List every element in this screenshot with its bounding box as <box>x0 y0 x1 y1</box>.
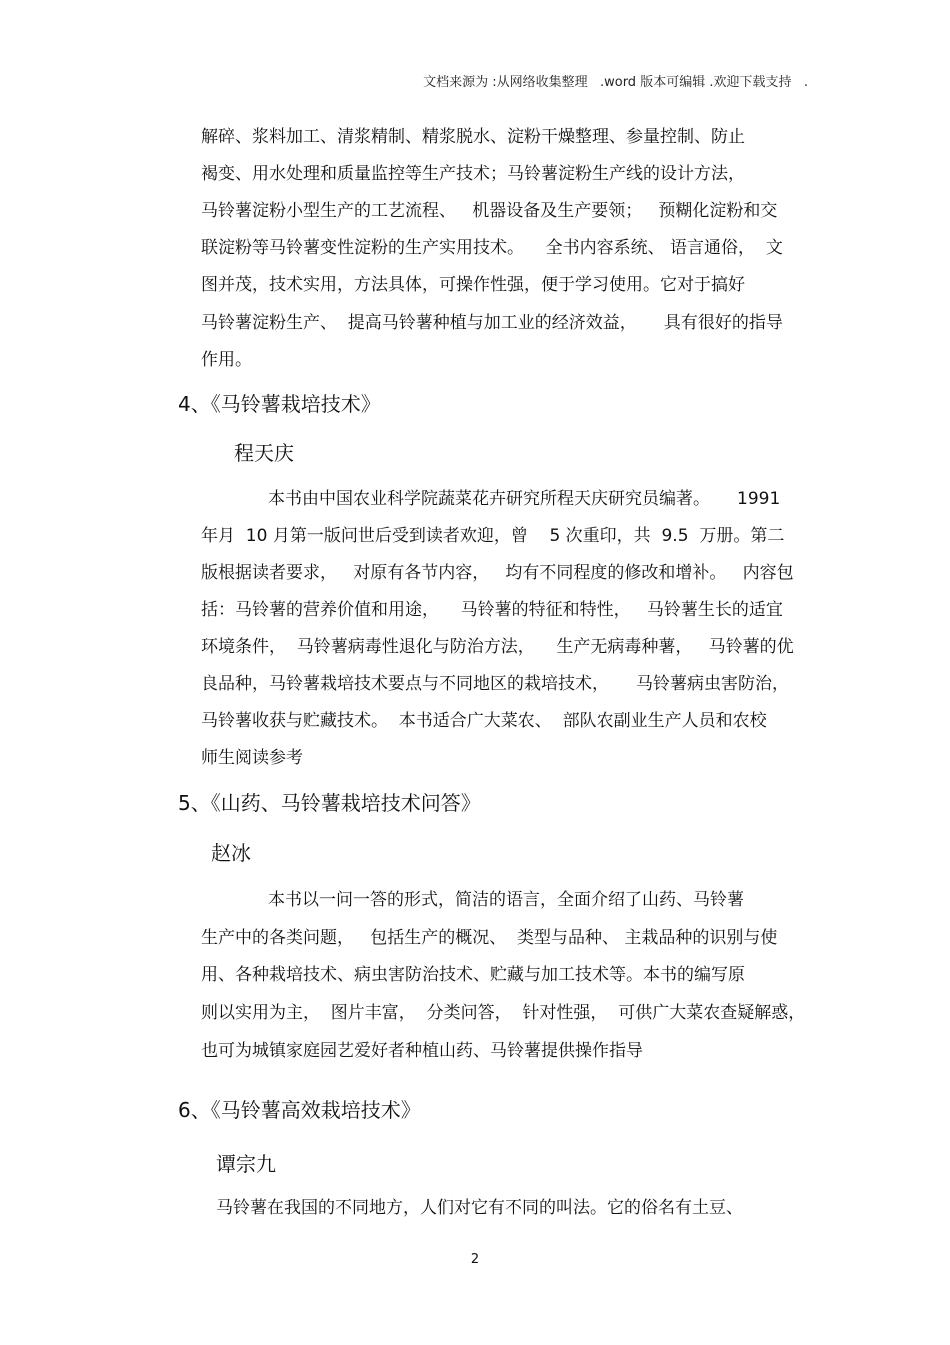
page-number: 2 <box>470 1252 480 1267</box>
text-line: 用、各种栽培技术、病虫害防治技术、贮藏与加工技术等。本书的编写原 <box>201 965 745 985</box>
text-line: 作用。 <box>201 350 252 370</box>
author-name-4: 程天庆 <box>234 441 294 465</box>
text-line: 马铃薯淀粉小型生产的工艺流程、 机器设备及生产要领； 预糊化淀粉和交 <box>201 201 778 221</box>
text-line: 则以实用为主， 图片丰富， 分类问答， 针对性强， 可供广大菜农查疑解惑， <box>201 1003 806 1023</box>
text-line: 联淀粉等马铃薯变性淀粉的生产实用技术。 全书内容系统、 语言通俗， 文 <box>201 238 783 258</box>
text-line: 环境条件， 马铃薯病毒性退化与防治方法， 生产无病毒种薯， 马铃薯的优 <box>201 637 794 657</box>
section-heading-6: 6、《马铃薯高效栽培技术》 <box>178 1098 421 1122</box>
text-line: 括：马铃薯的营养价值和用途， 马铃薯的特征和特性， 马铃薯生长的适宜 <box>201 600 783 620</box>
text-line: 图并茂，技术实用，方法具体，可操作性强，便于学习使用。它对于搞好 <box>201 275 745 295</box>
text-line: 年月 10 月第一版问世后受到读者欢迎，曾 5 次重印，共 9.5 万册。第二 <box>201 526 785 546</box>
text-line: 解碎、浆料加工、清浆精制、精浆脱水、淀粉干燥整理、参量控制、防止 <box>201 127 745 147</box>
section-heading-4: 4、《马铃薯栽培技术》 <box>178 392 381 416</box>
text-line: 马铃薯收获与贮藏技术。 本书适合广大菜农、 部队农副业生产人员和农校 <box>201 711 767 731</box>
text-line: 良品种，马铃薯栽培技术要点与不同地区的栽培技术， 马铃薯病虫害防治， <box>201 674 790 694</box>
text-line: 生产中的各类问题， 包括生产的概况、 类型与品种、 主栽品种的识别与使 <box>201 928 778 948</box>
text-line: 马铃薯在我国的不同地方，人们对它有不同的叫法。它的俗名有土豆、 <box>216 1198 743 1218</box>
author-name-6: 谭宗九 <box>216 1152 276 1176</box>
page-header: 文档来源为 :从网络收集整理 .word 版本可编辑 .欢迎下载支持 . <box>423 75 808 90</box>
text-line: 本书以一问一答的形式，简洁的语言，全面介绍了山药、马铃薯 <box>268 890 744 910</box>
text-line: 师生阅读参考 <box>201 748 303 768</box>
section-heading-5: 5、《山药、马铃薯栽培技术问答》 <box>178 791 481 815</box>
text-line: 褐变、用水处理和质量监控等生产技术；马铃薯淀粉生产线的设计方法， <box>201 164 745 184</box>
author-name-5: 赵冰 <box>211 841 251 865</box>
text-line: 本书由中国农业科学院蔬菜花卉研究所程天庆研究员编著。 1991 <box>268 489 781 509</box>
text-line: 版根据读者要求， 对原有各节内容， 均有不同程度的修改和增补。 内容包 <box>201 563 794 583</box>
text-line: 马铃薯淀粉生产、 提高马铃薯种植与加工业的经济效益， 具有很好的指导 <box>201 313 783 333</box>
text-line: 也可为城镇家庭园艺爱好者种植山药、马铃薯提供操作指导 <box>201 1041 643 1061</box>
